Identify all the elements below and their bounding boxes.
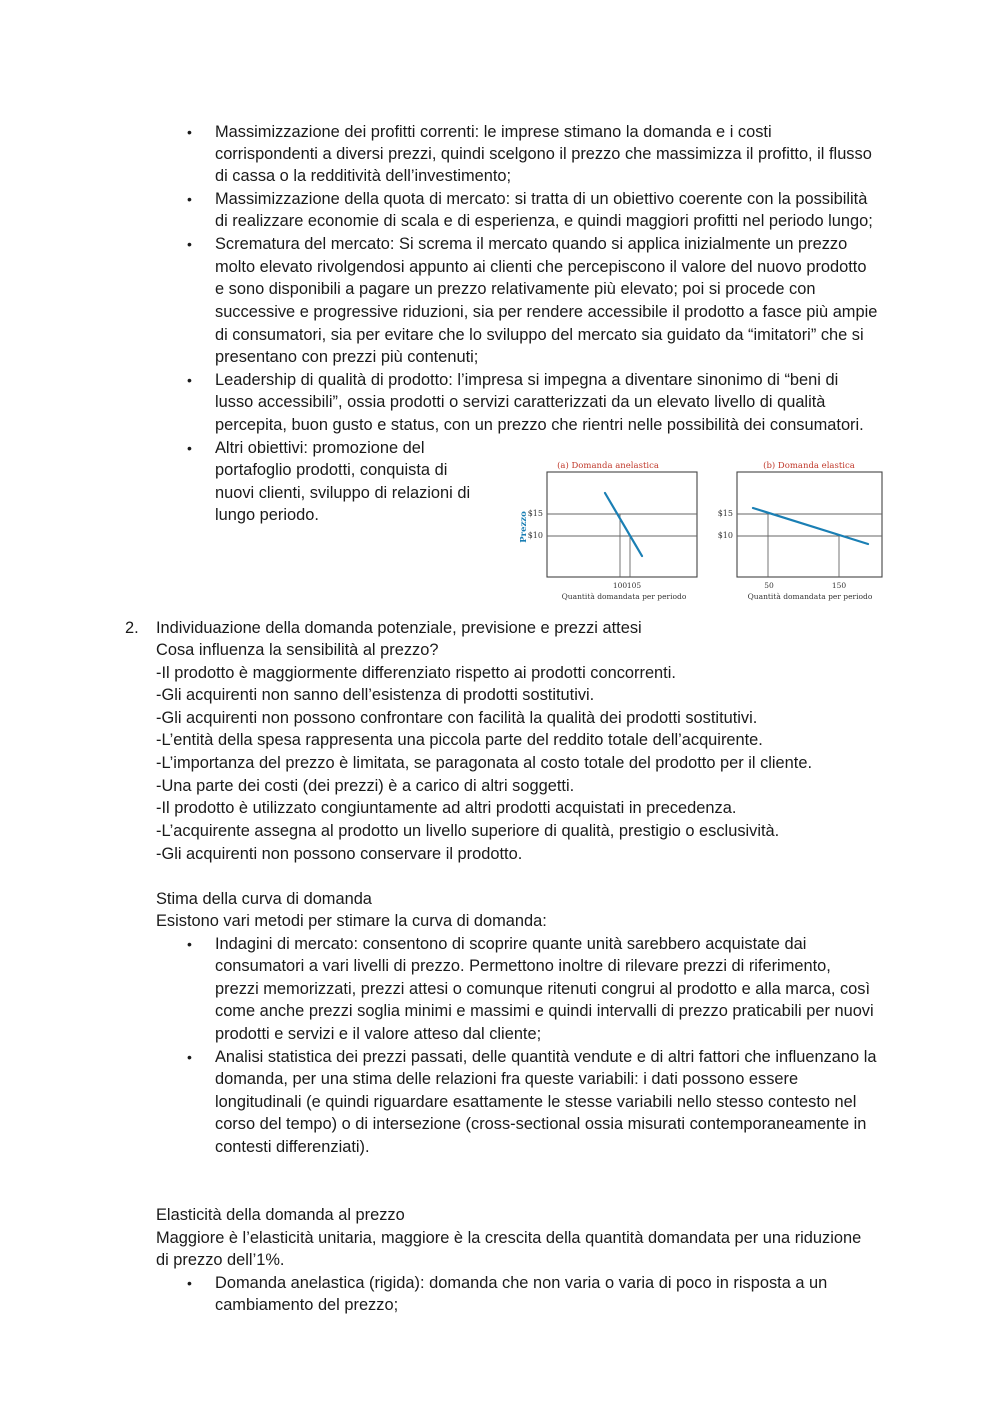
demand-elasticity-figure	[512, 452, 892, 607]
y-tick-label: $15	[717, 509, 733, 518]
list-item-line: prodotti e servizi e il valore atteso dal cliente;	[215, 1025, 542, 1043]
x-axis-label: Quantità domandata per periodo	[561, 592, 687, 601]
list-item-line: nuovi clienti, sviluppo di relazioni di	[215, 484, 471, 502]
list-item-line: percepita, buon gusto e status, con un prezzo che rientri nelle possibilità dei consumatori.	[215, 416, 864, 434]
list-item-line: Leadership di qualità di prodotto: l’impresa si impegna a diventare sinonimo di “beni di	[215, 371, 839, 389]
x-tick-label: 150	[831, 581, 847, 590]
subsection-heading: Stima della curva di domanda	[156, 890, 372, 908]
subsection-heading: Elasticità della domanda al prezzo	[156, 1206, 405, 1224]
chart-title: (b) Domanda elastica	[763, 461, 855, 471]
demand-charts-svg	[512, 452, 892, 607]
list-item-line: Massimizzazione dei profitti correnti: le imprese stimano la domanda e i costi	[215, 123, 772, 141]
list-item-line: lungo periodo.	[215, 506, 319, 524]
factor-line: -Gli acquirenti non sanno dell’esistenza di prodotti sostitutivi.	[156, 686, 595, 704]
list-item-line: Analisi statistica dei prezzi passati, delle quantità vendute e di altri fattori che influenzano la	[215, 1048, 877, 1066]
list-item-line: Altri obiettivi: promozione del	[215, 439, 425, 457]
y-tick-label: $15	[527, 509, 543, 518]
bullet-marker: •	[187, 372, 192, 388]
list-item-line: Scrematura del mercato: Si screma il mercato quando si applica inizialmente un prezzo	[215, 235, 848, 253]
x-tick-label: 50	[764, 581, 774, 590]
list-item-line: consumatori a vari livelli di prezzo. Permettono inoltre di rilevare prezzi di riferimento,	[215, 957, 831, 975]
list-item-line: di realizzare economie di scala e di esperienza, e quindi maggiori profitti nel periodo lungo;	[215, 212, 873, 230]
list-item-line: molto elevato rivolgendosi appunto ai clienti che percepiscono il valore del nuovo prodotto	[215, 258, 867, 276]
list-item-line: corrispondenti a diversi prezzi, quindi scelgono il prezzo che massimizza il profitto, il flusso	[215, 145, 872, 163]
paragraph-line: Esistono vari metodi per stimare la curva di domanda:	[156, 912, 547, 930]
bullet-marker: •	[187, 936, 192, 952]
factor-line: -Gli acquirenti non possono conservare il prodotto.	[156, 845, 523, 863]
y-axis-label: Prezzo	[519, 511, 529, 543]
factor-line: -L’acquirente assegna al prodotto un livello superiore di qualità, prestigio o esclusività.	[156, 822, 780, 840]
list-item-line: domanda, per una stima delle relazioni fra queste variabili: i dati possono essere	[215, 1070, 799, 1088]
chart-panel-elastic	[718, 460, 882, 601]
bullet-marker: •	[187, 124, 192, 140]
section-subheading: Cosa influenza la sensibilità al prezzo?	[156, 641, 439, 659]
list-item-line: lusso accessibili”, ossia prodotti o servizi caratterizzati da un elevato livello di qualità	[215, 393, 826, 411]
list-item-line: contesti differenziati).	[215, 1138, 370, 1156]
bullet-marker: •	[187, 1049, 192, 1065]
section-number: 2.	[125, 619, 139, 637]
list-item-line: corso del tempo) o di intersezione (cross-sectional ossia misurati contemporaneamente in	[215, 1115, 867, 1133]
bullet-marker: •	[187, 1275, 192, 1291]
list-item-line: presentano con prezzi più contenuti;	[215, 348, 479, 366]
y-tick-label: $10	[717, 531, 733, 540]
bullet-marker: •	[187, 191, 192, 207]
list-item-line: portafoglio prodotti, conquista di	[215, 461, 448, 479]
factor-line: -Una parte dei costi (dei prezzi) è a carico di altri soggetti.	[156, 777, 575, 795]
factor-line: -L’entità della spesa rappresenta una piccola parte del reddito totale dell’acquirente.	[156, 731, 763, 749]
list-item-line: di cassa o la redditività dell’investimento;	[215, 167, 512, 185]
chart-panel-anelastic	[519, 460, 697, 601]
list-item-line: Massimizzazione della quota di mercato: si tratta di un obiettivo coerente con la possibilità	[215, 190, 868, 208]
list-item-line: successive e progressive riduzioni, sia per rendere accessibile il prodotto a fasce più ampie	[215, 303, 878, 321]
y-tick-label: $10	[527, 531, 543, 540]
bullet-marker: •	[187, 440, 192, 456]
list-item-line: Domanda anelastica (rigida): domanda che non varia o varia di poco in risposta a un	[215, 1274, 828, 1292]
factor-line: -Gli acquirenti non possono confrontare con facilità la qualità dei prodotti sostitutivi.	[156, 709, 758, 727]
x-tick-label: 100	[612, 581, 628, 590]
list-item-line: Indagini di mercato: consentono di scoprire quante unità sarebbero acquistate dai	[215, 935, 807, 953]
list-item-line: longitudinali (e quindi riguardare esattamente le stesse variabili nello stesso contesto nel	[215, 1093, 857, 1111]
factor-line: -Il prodotto è maggiormente differenziato rispetto ai prodotti concorrenti.	[156, 664, 676, 682]
demand-curve-elastic	[753, 508, 868, 544]
factor-line: -L’importanza del prezzo è limitata, se paragonata al costo totale del prodotto per il cliente.	[156, 754, 813, 772]
list-item-line: cambiamento del prezzo;	[215, 1296, 399, 1314]
factor-line: -Il prodotto è utilizzato congiuntamente ad altri prodotti acquistati in precedenza.	[156, 799, 737, 817]
bullet-marker: •	[187, 236, 192, 252]
section-heading: Individuazione della domanda potenziale, previsione e prezzi attesi	[156, 619, 642, 637]
chart-title: (a) Domanda anelastica	[557, 461, 659, 471]
x-axis-label: Quantità domandata per periodo	[747, 592, 873, 601]
list-item-line: prezzi memorizzati, prezzi attesi o comunque ritenuti congrui al prodotto e alla marca, così	[215, 980, 871, 998]
list-item-line: di consumatori, sia per evitare che lo sviluppo del mercato sia guidato da “imitatori” che si	[215, 326, 864, 344]
list-item-line: come anche prezzi soglia minimi e massimi e quindi intervalli di prezzo praticabili per nuovi	[215, 1002, 874, 1020]
list-item-line: e sono disponibili a pagare un prezzo relativamente più elevato; poi si procede con	[215, 280, 816, 298]
paragraph-line: di prezzo dell’1%.	[156, 1251, 285, 1269]
plot-frame	[737, 472, 882, 577]
x-tick-label: 105	[626, 581, 642, 590]
plot-frame	[547, 472, 697, 577]
demand-curve-anelastic	[605, 493, 642, 556]
paragraph-line: Maggiore è l’elasticità unitaria, maggiore è la crescita della quantità domandata per una riduzione	[156, 1229, 862, 1247]
